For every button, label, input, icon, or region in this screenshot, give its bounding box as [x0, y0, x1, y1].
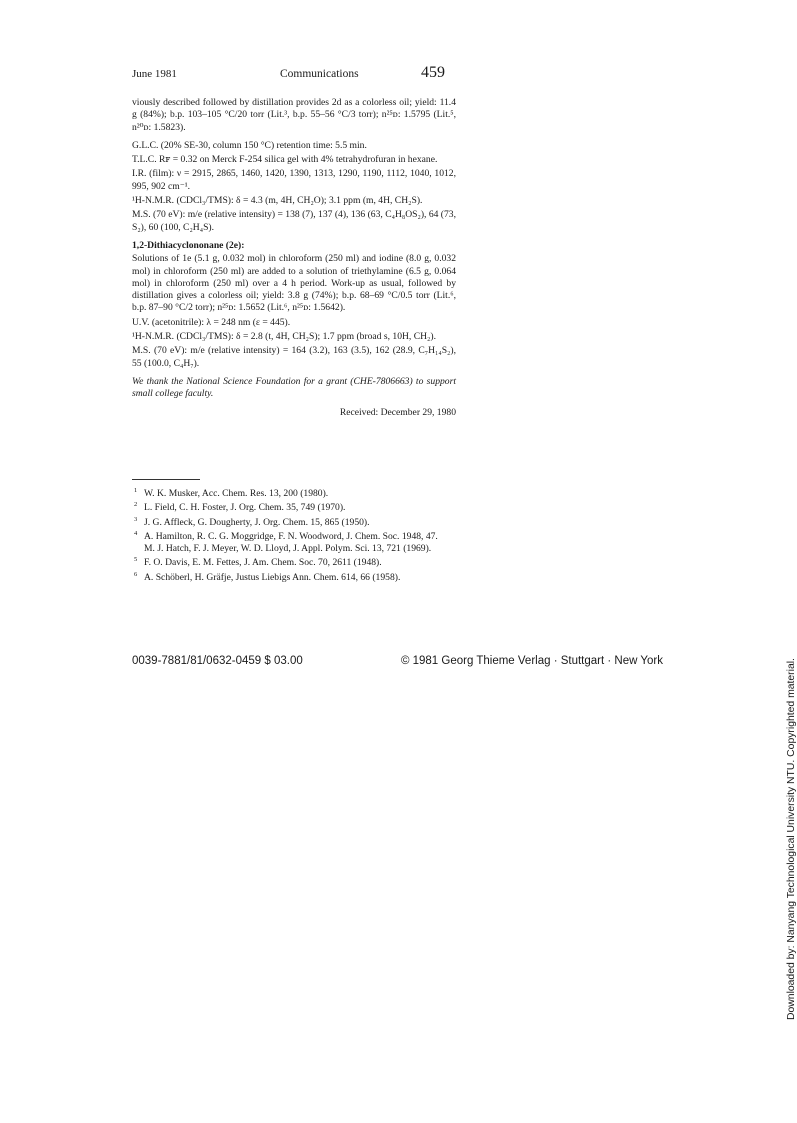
page-number: 459 [421, 64, 445, 81]
hnmr-data: ¹H-N.M.R. (CDCl₃/TMS): δ = 4.3 (m, 4H, CH₂O); 3.1 ppm (m, 4H, CH₂S). [132, 195, 423, 207]
reference-text: A. Schöberl, H. Gräfje, Justus Liebigs Ann. Chem. 614, 66 (1958). [144, 571, 401, 583]
running-header [132, 66, 445, 84]
procedure-paragraph: Solutions of 1e (5.1 g, 0.032 mol) in chloroform (250 ml) and iodine (8.0 g, 0.032 mol) in chloroform (250 ml) are added to a solution of triethylamine (6.5 g, 0.064 mol) in chloroform (250 ml) over a 4 h period. Work-up as usual, followed by distillation gives a colorless oil; yield: 3.8 g (74%); b.p. 68–69 °C/0.5 torr (Lit.⁶, b.p. 87–90 °C/2 torr); n²⁵ᴅ: 1.5652 (Lit.⁶, n²⁵ᴅ: 1.5642). [132, 253, 456, 314]
ms-data: M.S. (70 eV): m/e (relative intensity) = 138 (7), 137 (4), 136 (63, C₄H₈OS₂), 64 (73, S₂), 60 (100, C₂H₄S). [132, 209, 456, 233]
reference-number: 4 [134, 529, 138, 537]
acknowledgement: We thank the National Science Foundation for a grant (CHE-7806663) to support small college faculty. [132, 375, 456, 400]
hnmr-data-2: ¹H-N.M.R. (CDCl₃/TMS): δ = 2.8 (t, 4H, CH₂S); 1.7 ppm (broad s, 10H, CH₂). [132, 331, 436, 343]
reference-item [132, 517, 456, 529]
paragraph-distillation: viously described followed by distillation provides 2d as a colorless oil; yield: 11.4 g (84%); b.p. 103–105 °C/20 torr (Lit.³, b.p. 55–56 °C/3 torr); n²⁵ᴅ: 1.5795 (Lit.⁵, n²⁰ᴅ: 1.5823). [132, 97, 456, 133]
reference-number: 6 [134, 570, 138, 578]
ms-data-2: M.S. (70 eV): m/e (relative intensity) = 164 (3.2), 163 (3.5), 162 (28.9, C₇H₁₄S₂), 55 (100.0, C₄H₇). [132, 345, 456, 369]
received-date: Received: December 29, 1980 [339, 406, 456, 418]
footnote-rule [132, 479, 200, 480]
reference-number: 3 [134, 515, 138, 523]
uv-data: U.V. (acetonitrile): λ = 248 nm (ε = 445). [132, 316, 291, 328]
reference-number: 5 [134, 556, 138, 564]
reference-text: L. Field, C. H. Foster, J. Org. Chem. 35, 749 (1970). [144, 502, 346, 514]
page-footer [132, 655, 663, 671]
reference-list [132, 488, 456, 586]
glc-data: G.L.C. (20% SE-30, column 150 °C) retention time: 5.5 min. [132, 139, 367, 151]
reference-text: J. G. Affleck, G. Dougherty, J. Org. Chem. 15, 865 (1950). [144, 516, 370, 528]
header-section: Communications [280, 68, 359, 80]
body-column [132, 97, 456, 425]
reference-item [132, 502, 456, 514]
download-watermark: Downloaded by: Nanyang Technological University NTU. Copyrighted material. [786, 658, 797, 1020]
reference-text: W. K. Musker, Acc. Chem. Res. 13, 200 (1980). [144, 488, 329, 499]
reference-continuation: M. J. Hatch, F. J. Meyer, W. D. Lloyd, J. Appl. Polym. Sci. 13, 721 (1969). [144, 543, 432, 555]
reference-item [132, 557, 456, 569]
tlc-data: T.L.C. Rꜰ = 0.32 on Merck F-254 silica gel with 4% tetrahydrofuran in hexane. [132, 154, 438, 166]
header-date: June 1981 [132, 68, 177, 80]
reference-number: 1 [134, 487, 138, 494]
reference-number: 2 [134, 501, 138, 509]
reference-item [132, 572, 456, 584]
compound-heading: 1,2-Dithiacyclononane (2e): [132, 239, 245, 251]
ir-data: I.R. (film): ν = 2915, 2865, 1460, 1420, 1390, 1313, 1290, 1190, 1112, 1040, 1012, 995, 902 cm⁻¹. [132, 168, 456, 192]
reference-item [132, 488, 456, 500]
reference-text: A. Hamilton, R. C. G. Moggridge, F. N. Woodword, J. Chem. Soc. 1948, 47. [144, 530, 438, 542]
copyright-notice: © 1981 Georg Thieme Verlag · Stuttgart · New York [400, 655, 663, 667]
reference-text: F. O. Davis, E. M. Fettes, J. Am. Chem. Soc. 70, 2611 (1948). [144, 557, 382, 569]
reference-item [132, 531, 456, 556]
article-code: 0039-7881/81/0632-0459 $ 03.00 [132, 655, 303, 667]
